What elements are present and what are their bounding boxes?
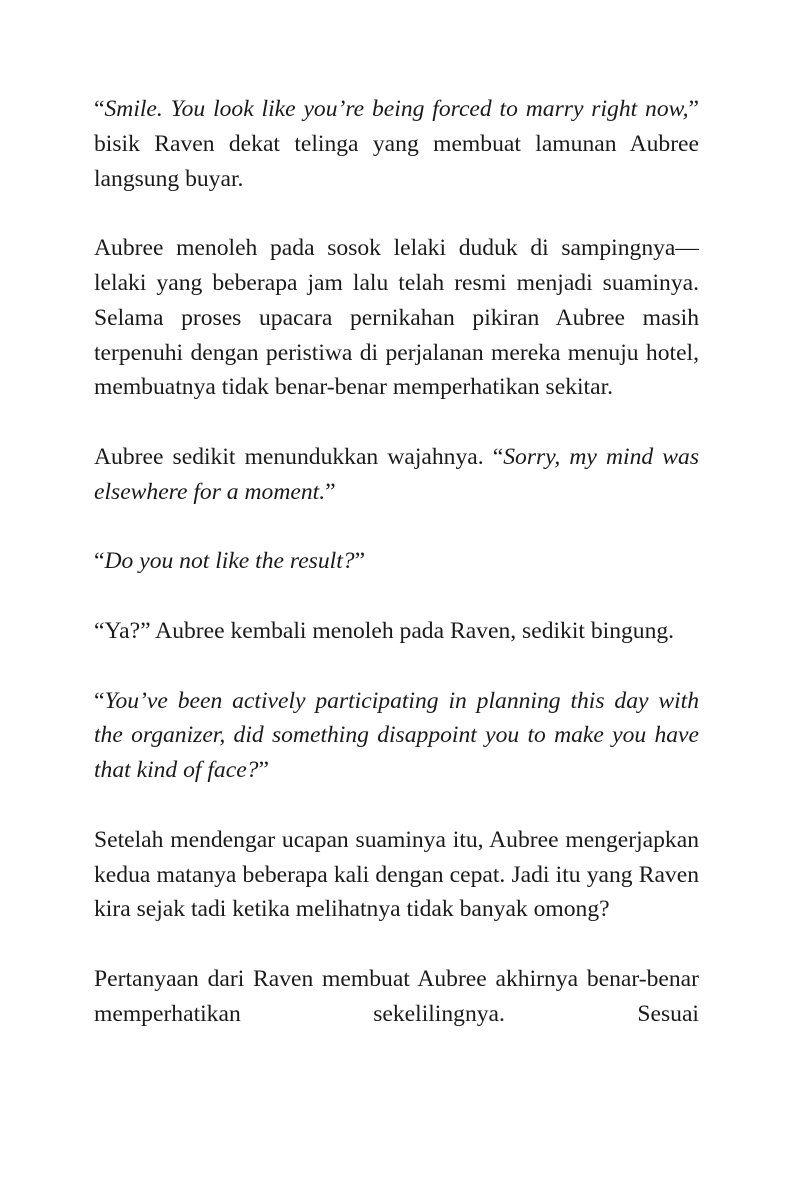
paragraph-3 [94,440,699,510]
paragraph-6 [94,684,699,788]
text-run: ” bisik Raven dekat telinga yang membuat lamunan Aubree langsung buyar. [94,96,699,192]
document-page [94,92,699,1032]
text-run: “ [94,687,105,714]
paragraph-5 [94,614,699,649]
text-run: “ [94,548,105,575]
text-run: ” [325,478,336,505]
text-run: Setelah mendengar ucapan suaminya itu, Aubree mengerjapkan kedua matanya beberapa kali dengan cepat. Jadi itu yang Raven kira sejak tadi ketika melihatnya tidak banyak omong? [94,826,699,923]
text-run: Aubree sedikit menundukkan wajahnya. “ [94,443,504,470]
text-run: “ [94,96,105,122]
paragraph-4 [94,544,699,579]
italic-dialogue: You’ve been actively participating in planning this day with the organizer, did something disappoint you to make you have that kind of face? [94,687,699,784]
text-run: Pertanyaan dari Raven membuat Aubree akhirnya benar-benar memperhatikan sekelilingnya. Sesuai [94,965,699,1027]
text-run: ” [258,757,269,784]
text-run: Aubree menoleh pada sosok lelaki duduk di sampingnya—lelaki yang beberapa jam lalu telah resmi menjadi suaminya. Selama proses upacara pernikahan pikiran Aubree masih terpenuhi dengan peristiwa di perjalanan mereka menuju hotel, membuatnya tidak benar-benar memperhatikan sekitar. [94,235,699,401]
italic-dialogue: Do you not like the result? [104,548,355,575]
italic-dialogue: Smile. You look like you’re being forced to marry right now, [104,96,689,122]
paragraph-7 [94,823,699,927]
text-run: ” [354,548,366,575]
paragraph-2 [94,231,699,405]
paragraph-8 [94,962,699,1032]
text-run: “Ya?” Aubree kembali menoleh pada Raven, sedikit bingung. [94,617,675,644]
paragraph-1 [94,92,699,196]
italic-dialogue: Sorry, my mind was elsewhere for a moment. [94,443,699,505]
